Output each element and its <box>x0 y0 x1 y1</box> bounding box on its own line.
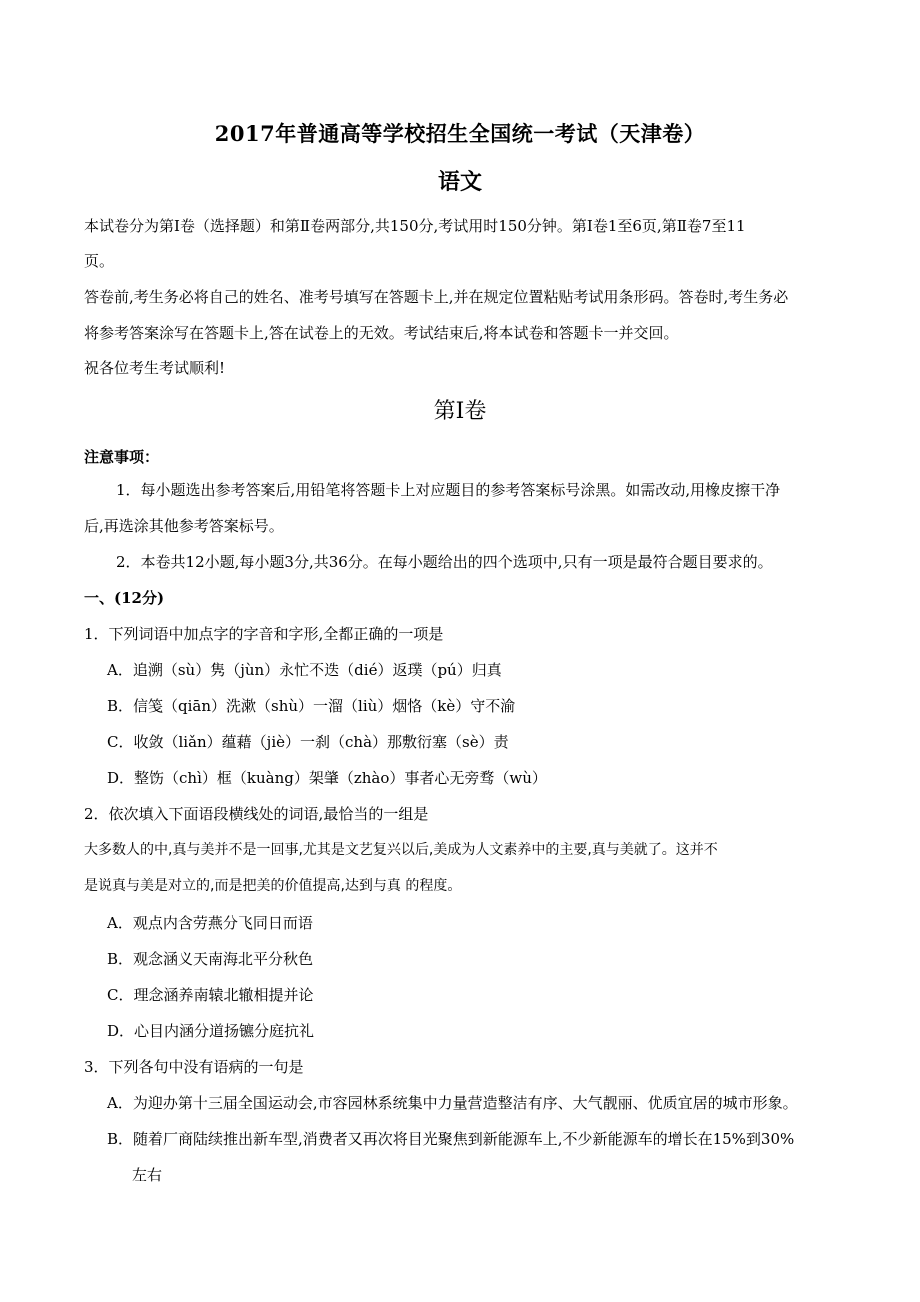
question-1-option-d: D．整饬（chì）框（kuàng）架肇（zhào）事者心无旁骛（wù） <box>107 769 547 787</box>
question-3-option-b-line-2: 左右 <box>132 1166 163 1184</box>
exam-title: 2017年普通高等学校招生全国统一考试（天津卷） <box>214 121 706 146</box>
question-2-option-b: B．观念涵义天南海北平分秋色 <box>107 950 314 968</box>
intro-paragraph-2-line-2: 将参考答案涂写在答题卡上,答在试卷上的无效。考试结束后,将本试卷和答题卡一并交回。 <box>84 324 679 342</box>
question-3-option-b-line-1: B．随着厂商陆续推出新车型,消费者又再次将目光聚焦到新能源车上,不少新能源车的增长在15%到30% <box>107 1130 795 1148</box>
subject-title: 语文 <box>437 169 482 195</box>
note-1-line-1: 1．每小题选出参考答案后,用铅笔将答题卡上对应题目的参考答案标号涂黑。如需改动,用橡皮擦干净 <box>116 481 781 499</box>
part-heading: 一、(12分) <box>84 589 165 607</box>
question-1-option-c: C．收敛（liǎn）蕴藉（jiè）一刹（chà）那敷衍塞（sè）责 <box>107 733 509 751</box>
section-heading: 第Ⅰ卷 <box>433 399 487 424</box>
question-1-stem: 1．下列词语中加点字的字音和字形,全都正确的一项是 <box>84 625 444 643</box>
notes-title: 注意事项： <box>84 448 160 466</box>
intro-paragraph-2-line-1: 答卷前,考生务必将自己的姓名、准考号填写在答题卡上,并在规定位置粘贴考试用条形码。答卷时,考生务必 <box>84 288 789 306</box>
question-1-option-a: A．追溯（sù）隽（jùn）永忙不迭（dié）返璞（pú）归真 <box>107 661 502 679</box>
question-2-option-c: C．理念涵养南辕北辙相提并论 <box>107 986 314 1004</box>
intro-paragraph-1-line-1: 本试卷分为第Ⅰ卷（选择题）和第Ⅱ卷两部分,共150分,考试用时150分钟。第Ⅰ卷1至6页,第Ⅱ卷7至11 <box>84 217 746 235</box>
question-2-passage-line-2: 是说真与美是对立的,而是把美的价值提高,达到与真 的程度。 <box>84 878 462 894</box>
intro-paragraph-3: 祝各位考生考试顺利! <box>84 359 226 377</box>
question-2-passage-line-1: 大多数人的中,真与美并不是一回事,尤其是文艺复兴以后,美成为人文素养中的主要,真与美就了。这并不 <box>84 842 718 858</box>
question-2-stem: 2．依次填入下面语段横线处的词语,最恰当的一组是 <box>84 805 429 823</box>
note-1-line-2: 后,再选涂其他参考答案标号。 <box>84 517 284 535</box>
question-3-option-a: A．为迎办第十三届全国运动会,市容园林系统集中力量营造整洁有序、大气靓丽、优质宜居的城市形象。 <box>107 1094 798 1112</box>
question-2-option-a: A．观点内含劳燕分飞同日而语 <box>107 914 313 932</box>
intro-paragraph-1-line-2: 页。 <box>84 252 115 270</box>
note-2: 2．本卷共12小题,每小题3分,共36分。在每小题给出的四个选项中,只有一项是最符合题目要求的。 <box>116 553 773 571</box>
question-1-option-b: B．信笺（qiān）洗漱（shù）一溜（liù）烟恪（kè）守不渝 <box>107 697 516 715</box>
question-3-stem: 3．下列各句中没有语病的一句是 <box>84 1058 304 1076</box>
question-2-option-d: D．心目内涵分道扬镳分庭抗礼 <box>107 1022 315 1040</box>
